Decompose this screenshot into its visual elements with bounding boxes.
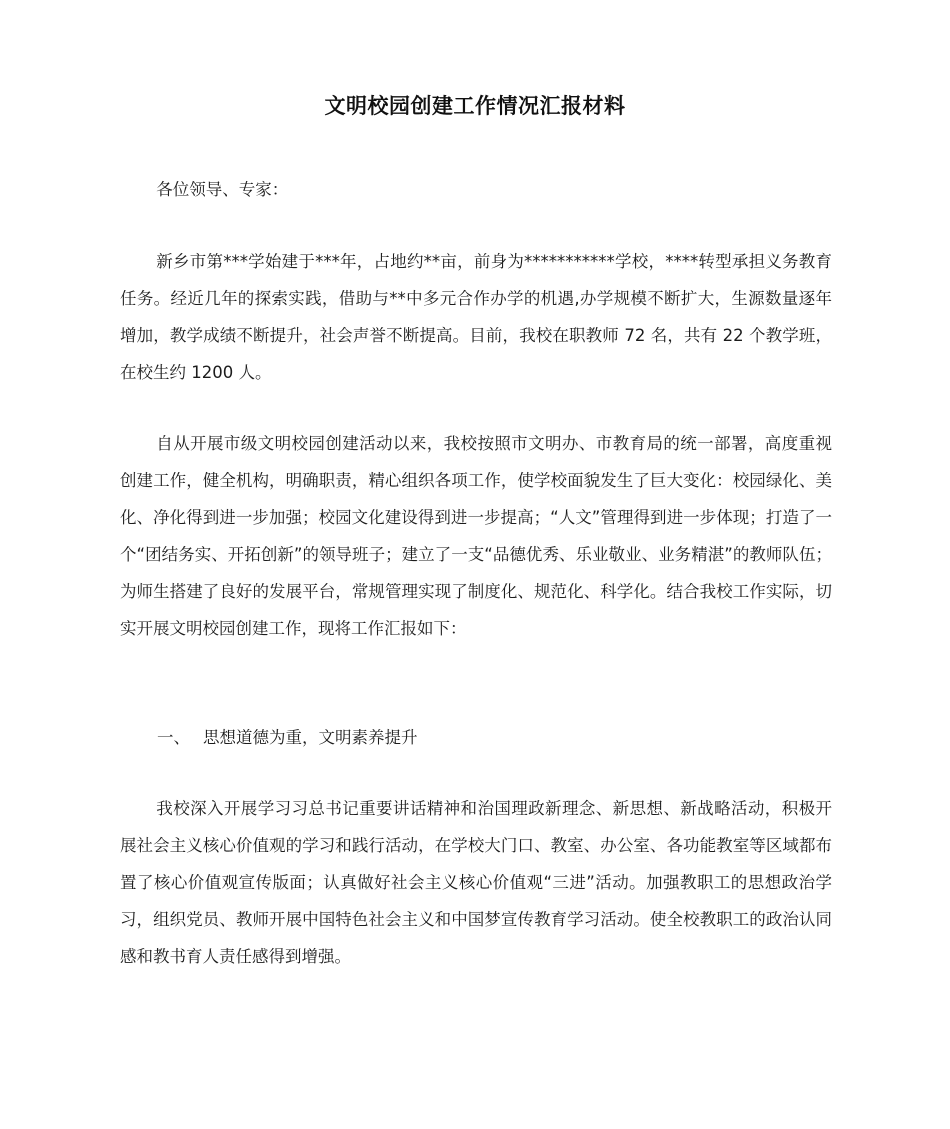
section-heading-text: 思想道德为重，文明素养提升 [203, 728, 418, 747]
paragraph-overview: 自从开展市级文明校园创建活动以来，我校按照市文明办、市教育局的统一部署，高度重视创建工作，健全机构，明确职责，精心组织各项工作，使学校面貌发生了巨大变化：校园绿化、美化、净化得到进一步加强；校园文化建设得到进一步提高；“人文”管理得到进一步体现；打造了一个“团结务实、开拓创新”的领导班子；建立了一支“品德优秀、乐业敬业、业务精湛”的教师队伍；为师生搭建了良好的发展平台，常规管理实现了制度化、规范化、科学化。结合我校工作实际，切实开展文明校园创建工作，现将工作汇报如下： [120, 434, 832, 638]
section-number: 一、 [157, 728, 190, 747]
document-title: 文明校园创建工作情况汇报材料 [324, 94, 626, 118]
section-heading [120, 719, 832, 756]
salutation: 各位领导、专家： [156, 180, 289, 199]
paragraph-intro: 新乡市第***学始建于***年，占地约**亩，前身为***********学校，****转型承担义务教育任务。经近几年的探索实践，借助与**中多元合作办学的机遇,办学规模不断扩大，生源数量逐年增加，教学成绩不断提升，社会声誉不断提高。目前，我校在职教师 72 名，共有 22 个教学班，在校生约 1200 人。 [120, 252, 832, 382]
paragraph-section-1: 我校深入开展学习习总书记重要讲话精神和治国理政新理念、新思想、新战略活动，积极开展社会主义核心价值观的学习和践行活动，在学校大门口、教室、办公室、各功能教室等区域都布置了核心价值观宣传版面；认真做好社会主义核心价值观“三进”活动。加强教职工的思想政治学习，组织党员、教师开展中国特色社会主义和中国梦宣传教育学习活动。使全校教职工的政治认同感和教书育人责任感得到增强。 [120, 799, 832, 966]
